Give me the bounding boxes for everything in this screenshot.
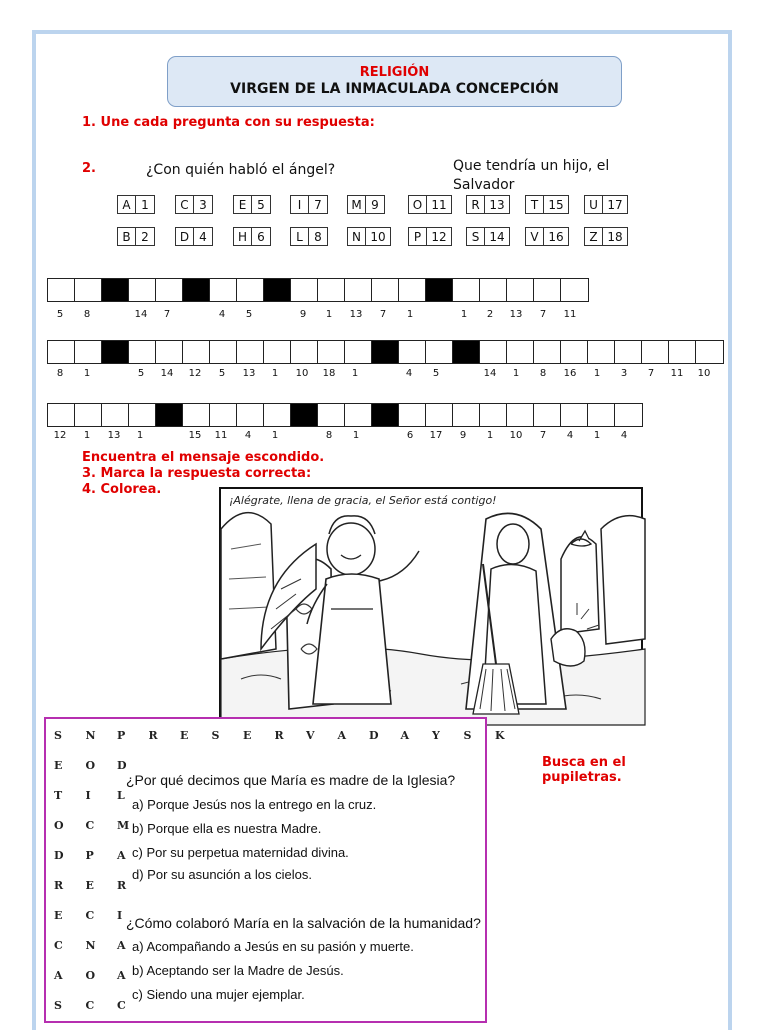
wordsearch-letter[interactable]: E — [243, 729, 252, 742]
puzzle-letter-cell[interactable] — [129, 341, 156, 363]
puzzle-number: 10 — [697, 368, 711, 379]
wordsearch-letter[interactable]: P — [117, 729, 126, 742]
code-key-number: 16 — [548, 229, 564, 244]
code-key-number: 2 — [141, 229, 149, 244]
question-angel: ¿Con quién habló el ángel? — [146, 162, 336, 178]
puzzle-letter-cell[interactable] — [453, 404, 480, 426]
quiz-q1-option-a[interactable]: a) Porque Jesús nos la entrego en la cruz. — [132, 797, 377, 812]
code-key-number: 18 — [607, 229, 623, 244]
puzzle-letter-cell[interactable] — [507, 279, 534, 301]
puzzle-letter-cell[interactable] — [318, 279, 345, 301]
code-key-n — [347, 227, 391, 246]
puzzle-letter-cell[interactable] — [615, 341, 642, 363]
wordsearch-letter[interactable]: E — [85, 879, 94, 892]
puzzle-letter-cell[interactable] — [291, 341, 318, 363]
wordsearch-row — [54, 729, 527, 742]
puzzle-letter-cell[interactable] — [75, 279, 102, 301]
code-key-b — [117, 227, 155, 246]
wordsearch-letter[interactable]: D — [54, 849, 64, 862]
code-key-t — [525, 195, 569, 214]
puzzle-letter-cell[interactable] — [156, 341, 183, 363]
code-key-l — [290, 227, 328, 246]
puzzle-number: 1 — [486, 430, 494, 441]
puzzle-letter-cell[interactable] — [534, 279, 561, 301]
quiz-q2-option-a[interactable]: a) Acompañando a Jesús en su pasión y muerte. — [132, 939, 414, 954]
code-key-letter: R — [467, 196, 485, 213]
puzzle-letter-cell[interactable] — [669, 341, 696, 363]
quiz-q2-option-b[interactable]: b) Aceptando ser la Madre de Jesús. — [132, 963, 344, 978]
puzzle-number: 8 — [83, 309, 91, 320]
wordsearch-letter[interactable]: C — [54, 939, 63, 952]
annunciation-illustration — [221, 489, 645, 725]
puzzle-letter-cell[interactable] — [372, 279, 399, 301]
puzzle-number: 1 — [325, 309, 333, 320]
puzzle-number: 5 — [56, 309, 64, 320]
puzzle-letter-cell[interactable] — [345, 279, 372, 301]
wordsearch-letter[interactable]: A — [117, 849, 126, 862]
wordsearch-letter[interactable]: L — [117, 789, 125, 802]
puzzle-letter-cell[interactable] — [426, 341, 453, 363]
puzzle-letter-cell[interactable] — [561, 404, 588, 426]
wordsearch-letter[interactable]: C — [85, 819, 95, 832]
code-key-number: 3 — [199, 197, 207, 212]
puzzle-number: 13 — [107, 430, 121, 441]
page-title: VIRGEN DE LA INMACULADA CONCEPCIÓN — [230, 81, 559, 97]
puzzle-number: 12 — [188, 368, 202, 379]
code-key-h — [233, 227, 271, 246]
puzzle-number: 1 — [136, 430, 144, 441]
code-key-letter: T — [526, 196, 544, 213]
code-key-letter: B — [118, 228, 136, 245]
puzzle-letter-cell[interactable] — [48, 341, 75, 363]
puzzle-letter-cell[interactable] — [75, 404, 102, 426]
wordsearch-letter[interactable]: Y — [432, 729, 440, 742]
puzzle-number: 5 — [245, 309, 253, 320]
code-key-letter: D — [176, 228, 194, 245]
code-key-m — [347, 195, 385, 214]
code-key-letter: H — [234, 228, 252, 245]
wordsearch-letter[interactable]: R — [54, 879, 64, 892]
code-key-letter: I — [291, 196, 309, 213]
quiz-q2-option-c[interactable]: c) Siendo una mujer ejemplar. — [132, 987, 305, 1002]
instruction-3: 3. Marca la respuesta correcta: — [82, 466, 312, 481]
puzzle-letter-cell[interactable] — [237, 341, 264, 363]
puzzle-number: 14 — [483, 368, 497, 379]
code-key-number: 4 — [199, 229, 207, 244]
puzzle-letter-cell[interactable] — [129, 279, 156, 301]
puzzle-letter-cell[interactable] — [183, 341, 210, 363]
puzzle-number: 15 — [188, 430, 202, 441]
code-key-number: 14 — [489, 229, 505, 244]
wordsearch-letter[interactable]: E — [54, 909, 63, 922]
puzzle-number: 9 — [459, 430, 467, 441]
puzzle-number: 1 — [593, 430, 601, 441]
instruction-1: 1. Une cada pregunta con su respuesta: — [82, 115, 375, 130]
title-box — [167, 56, 622, 107]
puzzle-letter-cell[interactable] — [318, 341, 345, 363]
puzzle-number: 11 — [670, 368, 684, 379]
puzzle-letter-cell[interactable] — [345, 404, 372, 426]
instruction-busca: Busca en el pupiletras. — [542, 755, 626, 785]
code-key-number: 8 — [314, 229, 322, 244]
puzzle-space-cell — [156, 404, 183, 426]
puzzle-number: 1 — [460, 309, 468, 320]
puzzle-letter-cell[interactable] — [507, 404, 534, 426]
puzzle-number: 13 — [509, 309, 523, 320]
wordsearch-letter[interactable]: O — [85, 969, 96, 982]
code-key-number: 9 — [371, 197, 379, 212]
puzzle-letter-cell[interactable] — [426, 404, 453, 426]
puzzle-space-cell — [372, 341, 399, 363]
puzzle-letter-cell[interactable] — [561, 279, 588, 301]
puzzle-letter-cell[interactable] — [156, 279, 183, 301]
puzzle-number: 4 — [566, 430, 574, 441]
puzzle-letter-cell[interactable] — [642, 341, 669, 363]
puzzle-number: 14 — [160, 368, 174, 379]
puzzle-letter-cell[interactable] — [102, 404, 129, 426]
puzzle-letter-cell[interactable] — [318, 404, 345, 426]
picture-caption: ¡Alégrate, llena de gracia, el Señor está contigo! — [229, 494, 497, 507]
wordsearch-letter[interactable]: N — [85, 729, 96, 742]
wordsearch-letter[interactable]: S — [211, 729, 220, 742]
puzzle-number: 10 — [509, 430, 523, 441]
code-key-u — [584, 195, 628, 214]
puzzle-number: 8 — [539, 368, 547, 379]
puzzle-number: 1 — [83, 368, 91, 379]
puzzle-letter-cell[interactable] — [399, 279, 426, 301]
puzzle-number: 7 — [647, 368, 655, 379]
quiz-question-2: ¿Cómo colaboró María en la salvación de la humanidad? — [126, 915, 485, 931]
wordsearch-letter[interactable]: A — [337, 729, 347, 742]
code-key-number: 13 — [489, 197, 505, 212]
puzzle-letter-cell[interactable] — [48, 404, 75, 426]
puzzle-number: 9 — [299, 309, 307, 320]
wordsearch-letter[interactable]: D — [369, 729, 379, 742]
puzzle-grid-row-2 — [47, 340, 724, 364]
puzzle-number: 5 — [218, 368, 226, 379]
code-key-number: 11 — [431, 197, 447, 212]
wordsearch-letter[interactable]: S — [463, 729, 472, 742]
puzzle-letter-cell[interactable] — [183, 404, 210, 426]
coloring-picture — [219, 487, 643, 723]
puzzle-number: 5 — [432, 368, 440, 379]
wordsearch-letter[interactable]: I — [117, 909, 123, 922]
puzzle-space-cell — [291, 404, 318, 426]
puzzle-space-cell — [264, 279, 291, 301]
puzzle-space-cell — [453, 341, 480, 363]
puzzle-number: 8 — [56, 368, 64, 379]
code-key-letter: M — [348, 196, 366, 213]
code-key-number: 5 — [257, 197, 265, 212]
code-key-c — [175, 195, 213, 214]
instruction-2: 2. — [82, 161, 96, 176]
puzzle-letter-cell[interactable] — [588, 341, 615, 363]
puzzle-letter-cell[interactable] — [48, 279, 75, 301]
puzzle-number: 1 — [351, 368, 359, 379]
puzzle-grid-row-3 — [47, 403, 643, 427]
puzzle-number: 1 — [593, 368, 601, 379]
puzzle-letter-cell[interactable] — [210, 404, 237, 426]
wordsearch-letter[interactable]: I — [85, 789, 91, 802]
puzzle-letter-cell[interactable] — [75, 341, 102, 363]
wordsearch-letter[interactable]: E — [180, 729, 189, 742]
wordsearch-letter[interactable]: A — [117, 939, 126, 952]
wordsearch-letter[interactable]: R — [274, 729, 284, 742]
puzzle-letter-cell[interactable] — [534, 341, 561, 363]
puzzle-space-cell — [102, 341, 129, 363]
code-key-letter: O — [409, 196, 427, 213]
puzzle-letter-cell[interactable] — [210, 341, 237, 363]
quiz-q1-option-b[interactable]: b) Porque ella es nuestra Madre. — [132, 821, 322, 836]
wordsearch-letter[interactable]: M — [117, 819, 130, 832]
code-key-letter: E — [234, 196, 252, 213]
quiz-question-1: ¿Por qué decimos que María es madre de la Iglesia? — [126, 772, 459, 788]
puzzle-letter-cell[interactable] — [237, 404, 264, 426]
puzzle-letter-cell[interactable] — [480, 404, 507, 426]
puzzle-number: 8 — [325, 430, 333, 441]
puzzle-number: 7 — [539, 430, 547, 441]
puzzle-number: 4 — [244, 430, 252, 441]
puzzle-letter-cell[interactable] — [129, 404, 156, 426]
wordsearch-letter[interactable]: A — [54, 969, 63, 982]
wordsearch-row — [54, 759, 149, 772]
wordsearch-letter[interactable]: A — [117, 969, 126, 982]
puzzle-number: 1 — [352, 430, 360, 441]
code-key-letter: N — [348, 228, 366, 245]
puzzle-letter-cell[interactable] — [480, 341, 507, 363]
code-key-i — [290, 195, 328, 214]
puzzle-letter-cell[interactable] — [264, 404, 291, 426]
code-key-letter: P — [409, 228, 427, 245]
puzzle-letter-cell[interactable] — [345, 341, 372, 363]
code-key-o — [408, 195, 452, 214]
instruction-4: 4. Colorea. — [82, 482, 162, 497]
puzzle-letter-cell[interactable] — [615, 404, 642, 426]
code-key-number: 17 — [607, 197, 623, 212]
code-key-letter: L — [291, 228, 309, 245]
wordsearch-letter[interactable]: C — [117, 999, 126, 1012]
code-key-letter: V — [526, 228, 544, 245]
puzzle-number: 12 — [53, 430, 67, 441]
puzzle-number: 3 — [620, 368, 628, 379]
puzzle-number: 11 — [214, 430, 228, 441]
puzzle-letter-cell[interactable] — [588, 404, 615, 426]
puzzle-letter-cell[interactable] — [453, 279, 480, 301]
puzzle-number: 7 — [539, 309, 547, 320]
puzzle-number: 1 — [271, 430, 279, 441]
code-key-letter: U — [585, 196, 603, 213]
code-key-number: 10 — [370, 229, 386, 244]
puzzle-number: 13 — [242, 368, 256, 379]
puzzle-number: 1 — [83, 430, 91, 441]
puzzle-space-cell — [102, 279, 129, 301]
code-key-number: 1 — [141, 197, 149, 212]
puzzle-number: 10 — [295, 368, 309, 379]
wordsearch-letter[interactable]: R — [148, 729, 158, 742]
puzzle-letter-cell[interactable] — [399, 404, 426, 426]
puzzle-space-cell — [372, 404, 399, 426]
puzzle-number: 4 — [405, 368, 413, 379]
wordsearch-letter[interactable]: R — [117, 879, 127, 892]
code-key-s — [466, 227, 510, 246]
instruction-encuentra: Encuentra el mensaje escondido. — [82, 450, 325, 465]
wordsearch-letter[interactable]: C — [85, 999, 95, 1012]
puzzle-letter-cell[interactable] — [237, 279, 264, 301]
wordsearch-letter[interactable]: S — [54, 729, 62, 742]
wordsearch-letter[interactable]: C — [85, 909, 95, 922]
code-key-number: 15 — [548, 197, 564, 212]
code-key-letter: Z — [585, 228, 603, 245]
wordsearch-box — [44, 717, 505, 1023]
code-key-letter: A — [118, 196, 136, 213]
puzzle-number: 6 — [406, 430, 414, 441]
puzzle-letter-cell[interactable] — [561, 341, 588, 363]
puzzle-letter-cell[interactable] — [534, 404, 561, 426]
puzzle-letter-cell[interactable] — [507, 341, 534, 363]
wordsearch-letter[interactable]: T — [54, 789, 63, 802]
code-key-number: 12 — [431, 229, 447, 244]
wordsearch-letter[interactable]: D — [117, 759, 127, 772]
puzzle-grid-row-1 — [47, 278, 589, 302]
code-key-number: 6 — [257, 229, 265, 244]
question-hijo: Que tendría un hijo, el Salvador — [453, 158, 610, 193]
code-key-v — [525, 227, 569, 246]
puzzle-letter-cell[interactable] — [210, 279, 237, 301]
code-key-letter: S — [467, 228, 485, 245]
puzzle-number: 4 — [620, 430, 628, 441]
subject-title: RELIGIÓN — [359, 65, 430, 80]
wordsearch-letter[interactable]: A — [400, 729, 410, 742]
wordsearch-letter[interactable]: E — [54, 759, 63, 772]
code-key-d — [175, 227, 213, 246]
quiz-q1-option-d[interactable]: d) Por su asunción a los cielos. — [132, 867, 312, 882]
puzzle-space-cell — [426, 279, 453, 301]
wordsearch-letter[interactable]: N — [85, 939, 96, 952]
puzzle-number: 7 — [163, 309, 171, 320]
puzzle-number: 1 — [406, 309, 414, 320]
puzzle-number: 16 — [563, 368, 577, 379]
code-key-r — [466, 195, 510, 214]
wordsearch-letter[interactable]: O — [85, 759, 96, 772]
code-key-z — [584, 227, 628, 246]
code-key-e — [233, 195, 271, 214]
puzzle-number: 11 — [563, 309, 577, 320]
quiz-q1-option-c[interactable]: c) Por su perpetua maternidad divina. — [132, 845, 349, 860]
code-key-number: 7 — [314, 197, 322, 212]
wordsearch-letter[interactable]: O — [54, 819, 64, 832]
code-key-p — [408, 227, 452, 246]
puzzle-number: 2 — [486, 309, 494, 320]
puzzle-number: 7 — [379, 309, 387, 320]
puzzle-number: 13 — [349, 309, 363, 320]
puzzle-letter-cell[interactable] — [480, 279, 507, 301]
puzzle-number: 18 — [322, 368, 336, 379]
puzzle-number: 14 — [134, 309, 148, 320]
puzzle-space-cell — [183, 279, 210, 301]
puzzle-number: 1 — [512, 368, 520, 379]
puzzle-letter-cell[interactable] — [264, 341, 291, 363]
wordsearch-letter[interactable]: P — [85, 849, 94, 862]
puzzle-letter-cell[interactable] — [399, 341, 426, 363]
puzzle-number: 1 — [271, 368, 279, 379]
puzzle-letter-cell[interactable] — [696, 341, 723, 363]
puzzle-number: 5 — [137, 368, 145, 379]
puzzle-letter-cell[interactable] — [291, 279, 318, 301]
wordsearch-letter[interactable]: V — [306, 729, 315, 742]
code-key-letter: C — [176, 196, 194, 213]
puzzle-number: 17 — [429, 430, 443, 441]
wordsearch-letter[interactable]: S — [54, 999, 62, 1012]
puzzle-number: 4 — [218, 309, 226, 320]
wordsearch-letter[interactable]: K — [495, 729, 505, 742]
code-key-a — [117, 195, 155, 214]
